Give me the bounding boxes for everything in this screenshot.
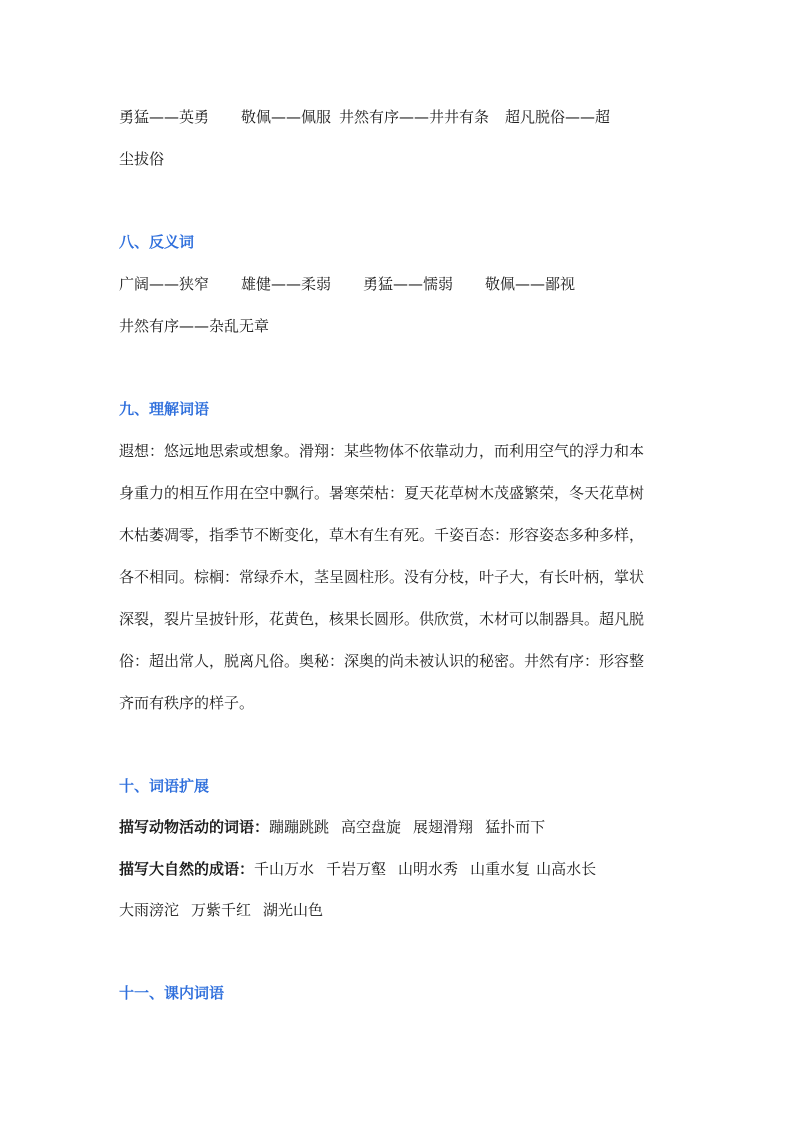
word-item: 大雨滂沱 xyxy=(119,901,180,919)
section-heading-antonyms: 八、反义词 xyxy=(119,233,195,251)
antonym-pair: 雄健——柔弱 xyxy=(241,275,332,293)
section-heading-in-class: 十一、课内词语 xyxy=(119,984,225,1002)
nature-words-line xyxy=(119,859,596,879)
word-item: 湖光山色 xyxy=(263,901,324,919)
paragraph-line: 遐想：悠远地思索或想象。滑翔：某些物体不依靠动力，而利用空气的浮力和本 xyxy=(119,442,645,460)
antonyms-line-1 xyxy=(119,274,575,294)
antonyms-line-2: 井然有序——杂乱无章 xyxy=(119,317,270,335)
synonym-pair: 勇猛——英勇 xyxy=(119,108,210,126)
paragraph-line: 俗：超出常人，脱离凡俗。奥秘：深奥的尚未被认识的秘密。井然有序：形容整 xyxy=(119,652,645,670)
antonym-pair: 敬佩——鄙视 xyxy=(485,275,576,293)
animal-words-label: 描写动物活动的词语： xyxy=(119,818,270,836)
word-item: 千山万水 xyxy=(254,860,315,878)
word-item: 万紫千红 xyxy=(191,901,252,919)
synonym-pair: 井然有序——井井有条 xyxy=(339,108,490,126)
paragraph-line: 深裂，裂片呈披针形，花黄色，核果长圆形。供欣赏，木材可以制器具。超凡脱 xyxy=(119,610,645,628)
paragraph-line: 齐而有秩序的样子。 xyxy=(119,694,255,712)
synonyms-line-1 xyxy=(119,107,610,127)
word-item: 山高水长 xyxy=(536,860,597,878)
synonym-pair: 超凡脱俗——超 xyxy=(505,108,611,126)
section-heading-expansion: 十、词语扩展 xyxy=(119,777,210,795)
antonym-pair: 勇猛——懦弱 xyxy=(363,275,454,293)
nature-words-label: 描写大自然的成语： xyxy=(119,860,255,878)
paragraph-line: 各不相同。棕榈：常绿乔木，茎呈圆柱形。没有分枝，叶子大，有长叶柄，掌状 xyxy=(119,568,645,586)
nature-words-line-2 xyxy=(119,900,323,920)
word-item: 山明水秀 xyxy=(398,860,459,878)
paragraph-line: 身重力的相互作用在空中飘行。暑寒荣枯：夏天花草树木茂盛繁荣，冬天花草树 xyxy=(119,484,645,502)
word-item: 展翅滑翔 xyxy=(413,818,474,836)
word-item: 山重水复 xyxy=(470,860,531,878)
word-item: 蹦蹦跳跳 xyxy=(269,818,330,836)
word-item: 千岩万壑 xyxy=(326,860,387,878)
paragraph-line: 木枯萎凋零，指季节不断变化，草木有生有死。千姿百态：形容姿态多种多样， xyxy=(119,526,645,544)
section-heading-understanding: 九、理解词语 xyxy=(119,400,210,418)
antonym-pair: 广阔——狭窄 xyxy=(119,275,210,293)
word-item: 高空盘旋 xyxy=(341,818,402,836)
word-item: 猛扑而下 xyxy=(485,818,546,836)
synonym-pair: 敬佩——佩服 xyxy=(241,108,332,126)
animal-words-line xyxy=(119,817,545,837)
synonyms-line-2: 尘拔俗 xyxy=(119,150,165,168)
